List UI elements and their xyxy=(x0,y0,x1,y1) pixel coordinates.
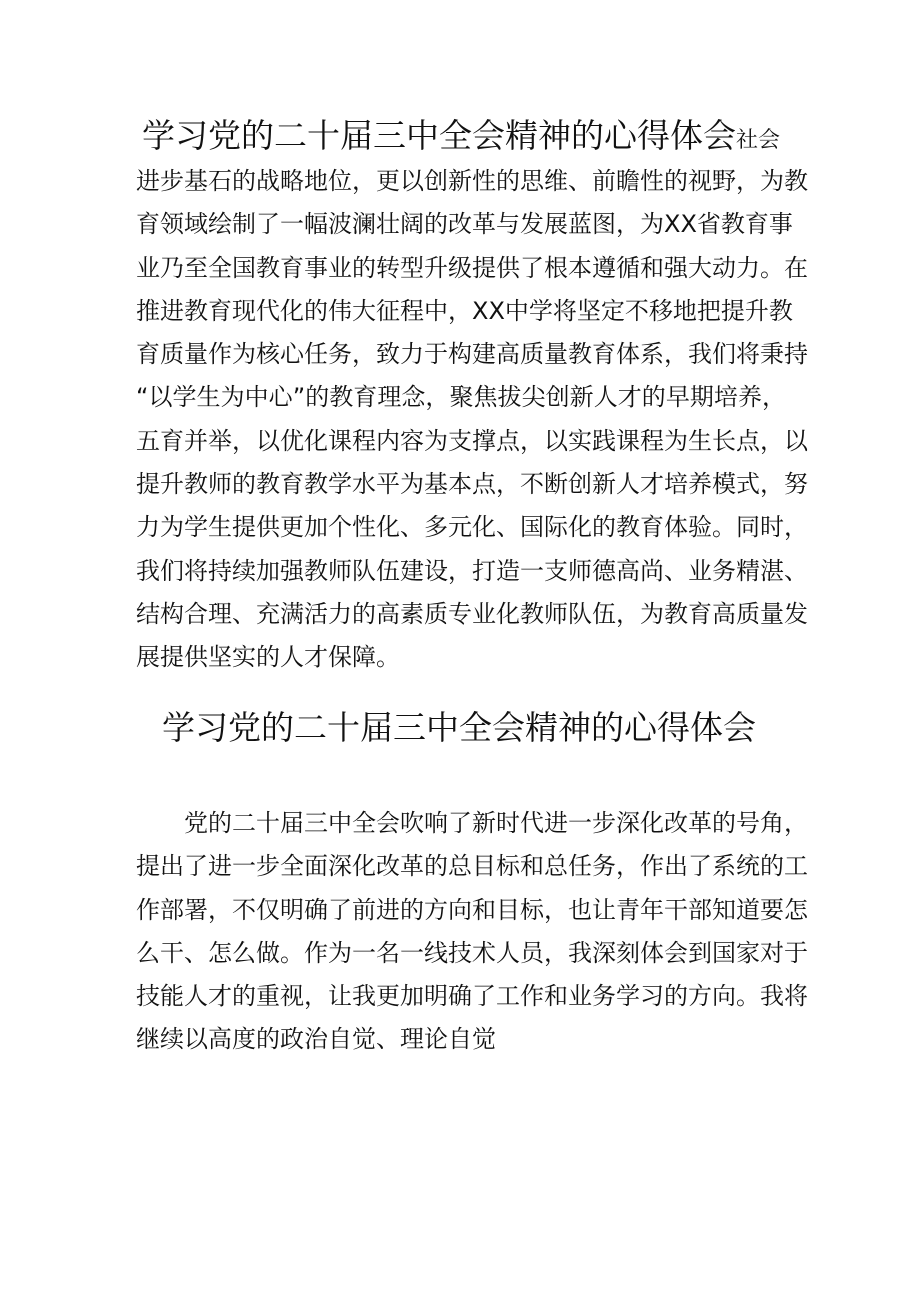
section1-paragraph xyxy=(136,160,808,680)
paragraph-line: 技能人才的重视，让我更加明确了工作和业务学习的方向。我将 xyxy=(136,982,808,1011)
paragraph-line: 五育并举，以优化课程内容为支撑点，以实践课程为生长点，以 xyxy=(136,426,808,455)
paragraph-line: 业乃至全国教育事业的转型升级提供了根本遵循和强大动力。在 xyxy=(136,253,808,282)
paragraph-line: 我们将持续加强教师队伍建设，打造一支师德高尚、业务精湛、 xyxy=(136,556,808,585)
paragraph-line: 提升教师的教育教学水平为基本点，不断创新人才培养模式，努 xyxy=(136,470,808,499)
section1-title xyxy=(136,110,786,157)
paragraph-line: 么干、怎么做。作为一名一线技术人员，我深刻体会到国家对于 xyxy=(136,938,808,967)
section1-title-text: 学习党的二十届三中全会精神的心得体会 xyxy=(141,116,736,155)
paragraph-line: “以学生为中心”的教育理念，聚焦拔尖创新人才的早期培养， xyxy=(136,383,786,412)
paragraph-line: 作部署，不仅明确了前进的方向和目标，也让青年干部知道要怎 xyxy=(136,895,808,924)
paragraph-line: 结构合理、充满活力的高素质专业化教师队伍，为教育高质量发 xyxy=(136,599,808,628)
paragraph-line: 力为学生提供更加个性化、多元化、国际化的教育体验。同时， xyxy=(136,513,808,542)
paragraph-line: 提出了进一步全面深化改革的总目标和总任务，作出了系统的工 xyxy=(136,852,808,881)
paragraph-line: 展提供坚实的人才保障。 xyxy=(136,643,400,672)
paragraph-line: 育领域绘制了一幅波澜壮阔的改革与发展蓝图，为XX省教育事 xyxy=(136,210,793,239)
section1-title-tail: 社会 xyxy=(735,128,780,153)
paragraph-line: 推进教育现代化的伟大征程中，XX中学将坚定不移地把提升教 xyxy=(136,296,793,325)
section2-paragraph xyxy=(136,802,808,1062)
paragraph-line: 党的二十届三中全会吹响了新时代进一步深化改革的号角， xyxy=(184,809,808,837)
section2-title: 学习党的二十届三中全会精神的心得体会 xyxy=(162,708,756,747)
paragraph-line: 继续以高度的政治自觉、理论自觉 xyxy=(136,1025,496,1054)
paragraph-line: 进步基石的战略地位，更以创新性的思维、前瞻性的视野，为教 xyxy=(136,167,808,195)
paragraph-line: 育质量作为核心任务，致力于构建高质量教育体系，我们将秉持 xyxy=(136,340,808,369)
